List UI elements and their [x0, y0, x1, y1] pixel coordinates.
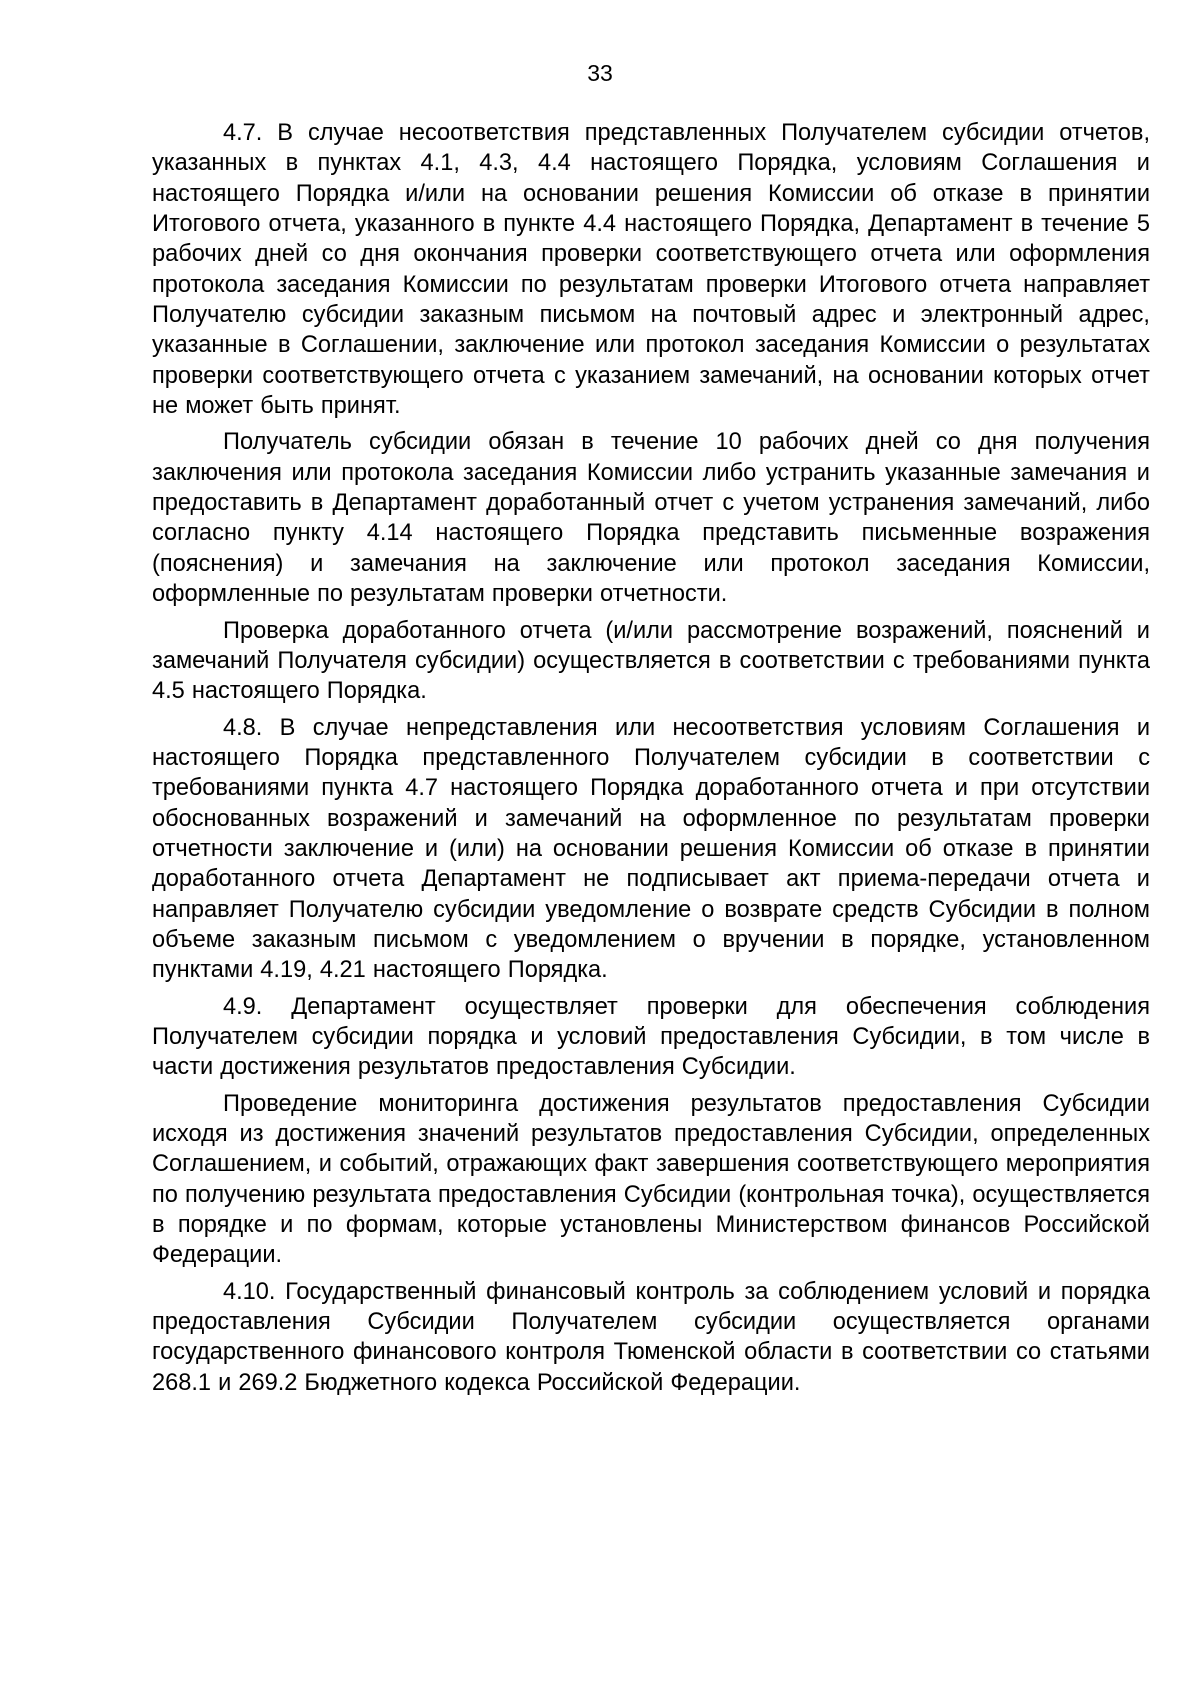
- paragraph-4-8: 4.8. В случае непредставления или несоответствия условиям Соглашения и настоящего Порядка представленного Получателем субсидии в соответствии с требованиями пункта 4.7 настоящего Порядка доработанного отчета и при отсутствии обоснованных возражений и замечаний на оформленное по результатам проверки отчетности заключение и (или) на основании решения Комиссии об отказе в принятии доработанного отчета Департамент не подписывает акт приема-передачи отчета и направляет Получателю субсидии уведомление о возврате средств Субсидии в полном объеме заказным письмом с уведомлением о вручении в порядке, установленном пунктами 4.19, 4.21 настоящего Порядка.: [152, 714, 1150, 984]
- paragraph-4-10: 4.10. Государственный финансовый контроль за соблюдением условий и порядка предоставления Субсидии Получателем субсидии осуществляется органами государственного финансового контроля Тюменской области в соответствии со статьями 268.1 и 269.2 Бюджетного кодекса Российской Федерации.: [152, 1278, 1150, 1396]
- paragraph-4-7-revised-report-check: Проверка доработанного отчета (и/или рассмотрение возражений, пояснений и замечаний Получателя субсидии) осуществляется в соответствии с требованиями пункта 4.5 настоящего Порядка.: [152, 617, 1150, 705]
- paragraph-4-7: 4.7. В случае несоответствия представленных Получателем субсидии отчетов, указанных в пунктах 4.1, 4.3, 4.4 настоящего Порядка, условиям Соглашения и настоящего Порядка и/или на основании решения Комиссии об отказе в принятии Итогового отчета, указанного в пункте 4.4 настоящего Порядка, Департамент в течение 5 рабочих дней со дня окончания проверки соответствующего отчета или оформления протокола заседания Комиссии по результатам проверки Итогового отчета направляет Получателю субсидии заказным письмом на почтовый адрес и электронный адрес, указанные в Соглашении, заключение или протокол заседания Комиссии о результатах проверки соответствующего отчета с указанием замечаний, на основании которых отчет не может быть принят.: [152, 120, 1150, 420]
- paragraph-4-7-recipient-obligation: Получатель субсидии обязан в течение 10 рабочих дней со дня получения заключения или протокола заседания Комиссии либо устранить указанные замечания и предоставить в Департамент доработанный отчет с учетом устранения замечаний, либо согласно пункту 4.14 настоящего Порядка представить письменные возражения (пояснения) и замечания на заключение или протокол заседания Комиссии, оформленные по результатам проверки отчетности.: [152, 429, 1150, 608]
- paragraph-4-9: 4.9. Департамент осуществляет проверки для обеспечения соблюдения Получателем субсидии порядка и условий предоставления Субсидии, в том числе в части достижения результатов предоставления Субсидии.: [152, 993, 1150, 1081]
- paragraph-4-9-monitoring: Проведение мониторинга достижения результатов предоставления Субсидии исходя из достижения значений результатов предоставления Субсидии, определенных Соглашением, и событий, отражающих факт завершения соответствующего мероприятия по получению результата предоставления Субсидии (контрольная точка), осуществляется в порядке и по формам, которые установлены Министерством финансов Российской Федерации.: [152, 1090, 1150, 1269]
- page-number: 33: [587, 60, 613, 86]
- document-body: [152, 118, 1150, 1404]
